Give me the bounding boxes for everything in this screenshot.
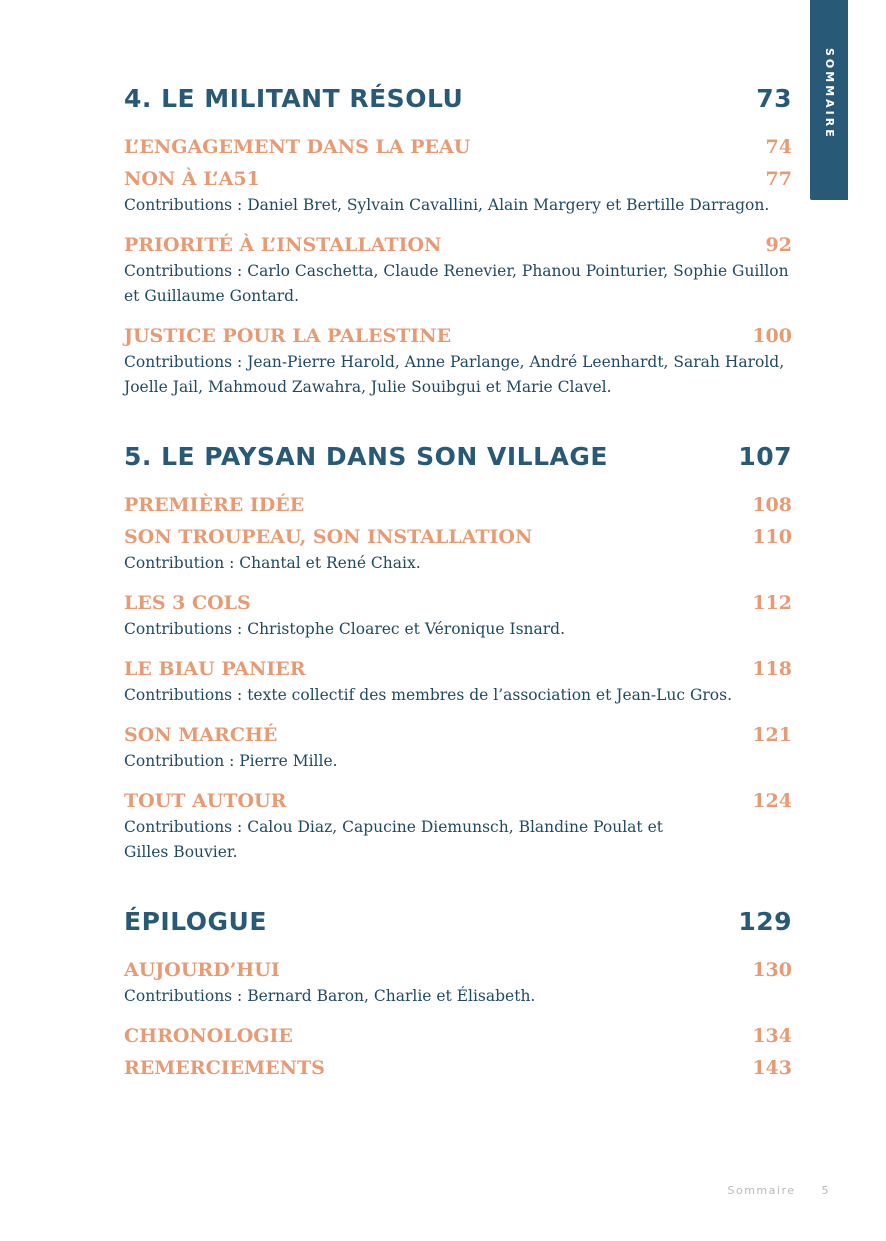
part-page: 73 — [756, 84, 792, 113]
chapter-contributions: Contributions : Bernard Baron, Charlie et Élisabeth. — [124, 987, 536, 1005]
part-page: 107 — [738, 442, 792, 471]
part-title: 4. LE MILITANT RÉSOLU — [124, 84, 464, 113]
chapter-title: REMERCIEMENTS — [124, 1057, 325, 1079]
chapter-title: LES 3 COLS — [124, 592, 251, 614]
chapter-entry[interactable] — [124, 521, 792, 553]
chapter-contributions: Contributions : Daniel Bret, Sylvain Cavallini, Alain Margery et Bertille Darragon. — [124, 196, 770, 214]
chapter-contributions: Contributions : Jean-Pierre Harold, Anne Parlange, André Leenhardt, Sarah Harold, Joelle Jail, Mahmoud Zawahra, Julie Souibgui et Marie Clavel. — [124, 353, 785, 396]
chapter-entry[interactable] — [124, 163, 792, 195]
chapter-contributions: Contribution : Chantal et René Chaix. — [124, 554, 421, 572]
page-number: 5 — [821, 1184, 830, 1197]
part-heading-4[interactable] — [124, 80, 792, 118]
chapter-entry[interactable] — [124, 131, 792, 163]
chapter-entry[interactable] — [124, 1020, 792, 1052]
chapter-contributions: Contributions : Carlo Caschetta, Claude Renevier, Phanou Pointurier, Sophie Guillon et Guillaume Gontard. — [124, 262, 789, 305]
chapter-title: SON TROUPEAU, SON INSTALLATION — [124, 526, 533, 548]
chapter-entry[interactable] — [124, 653, 792, 685]
part-title: ÉPILOGUE — [124, 907, 267, 936]
chapter-entry[interactable] — [124, 489, 792, 521]
chapter-contributions: Contribution : Pierre Mille. — [124, 752, 338, 770]
chapter-page: 100 — [752, 325, 792, 347]
chapter-title: NON À L’A51 — [124, 168, 260, 190]
chapter-page: 108 — [752, 494, 792, 516]
chapter-page: 74 — [765, 136, 792, 158]
chapter-title: AUJOURD’HUI — [124, 959, 280, 981]
chapter-page: 124 — [752, 790, 792, 812]
chapter-contributions: Contributions : Christophe Cloarec et Véronique Isnard. — [124, 620, 566, 638]
chapter-title: PREMIÈRE IDÉE — [124, 494, 305, 516]
chapter-title: L’ENGAGEMENT DANS LA PEAU — [124, 136, 471, 158]
chapter-page: 110 — [752, 526, 792, 548]
chapter-page: 143 — [752, 1057, 792, 1079]
chapter-page: 92 — [765, 234, 792, 256]
chapter-page: 77 — [765, 168, 792, 190]
part-title: 5. LE PAYSAN DANS SON VILLAGE — [124, 442, 608, 471]
chapter-contributions: Contributions : Calou Diaz, Capucine Diemunsch, Blandine Poulat et Gilles Bouvier. — [124, 818, 663, 861]
part-page: 129 — [738, 907, 792, 936]
chapter-entry[interactable] — [124, 1052, 792, 1084]
side-tab-label: SOMMAIRE — [823, 48, 836, 140]
chapter-entry[interactable] — [124, 320, 792, 352]
chapter-page: 118 — [752, 658, 792, 680]
page-footer — [700, 1184, 830, 1197]
chapter-title: TOUT AUTOUR — [124, 790, 287, 812]
part-heading-epilogue[interactable] — [124, 903, 792, 941]
chapter-entry[interactable] — [124, 719, 792, 751]
part-heading-5[interactable] — [124, 438, 792, 476]
chapter-entry[interactable] — [124, 785, 792, 817]
chapter-title: PRIORITÉ À L’INSTALLATION — [124, 234, 442, 256]
chapter-title: CHRONOLOGIE — [124, 1025, 293, 1047]
chapter-page: 112 — [752, 592, 792, 614]
table-of-contents — [124, 80, 792, 1084]
chapter-contributions: Contributions : texte collectif des membres de l’association et Jean-Luc Gros. — [124, 686, 732, 704]
chapter-entry[interactable] — [124, 229, 792, 261]
chapter-entry[interactable] — [124, 587, 792, 619]
chapter-title: LE BIAU PANIER — [124, 658, 306, 680]
chapter-page: 121 — [752, 724, 792, 746]
chapter-entry[interactable] — [124, 954, 792, 986]
sommaire-side-tab — [810, 0, 848, 200]
chapter-title: JUSTICE POUR LA PALESTINE — [124, 325, 452, 347]
chapter-page: 134 — [752, 1025, 792, 1047]
chapter-page: 130 — [752, 959, 792, 981]
chapter-title: SON MARCHÉ — [124, 724, 278, 746]
footer-label: Sommaire — [727, 1184, 796, 1197]
